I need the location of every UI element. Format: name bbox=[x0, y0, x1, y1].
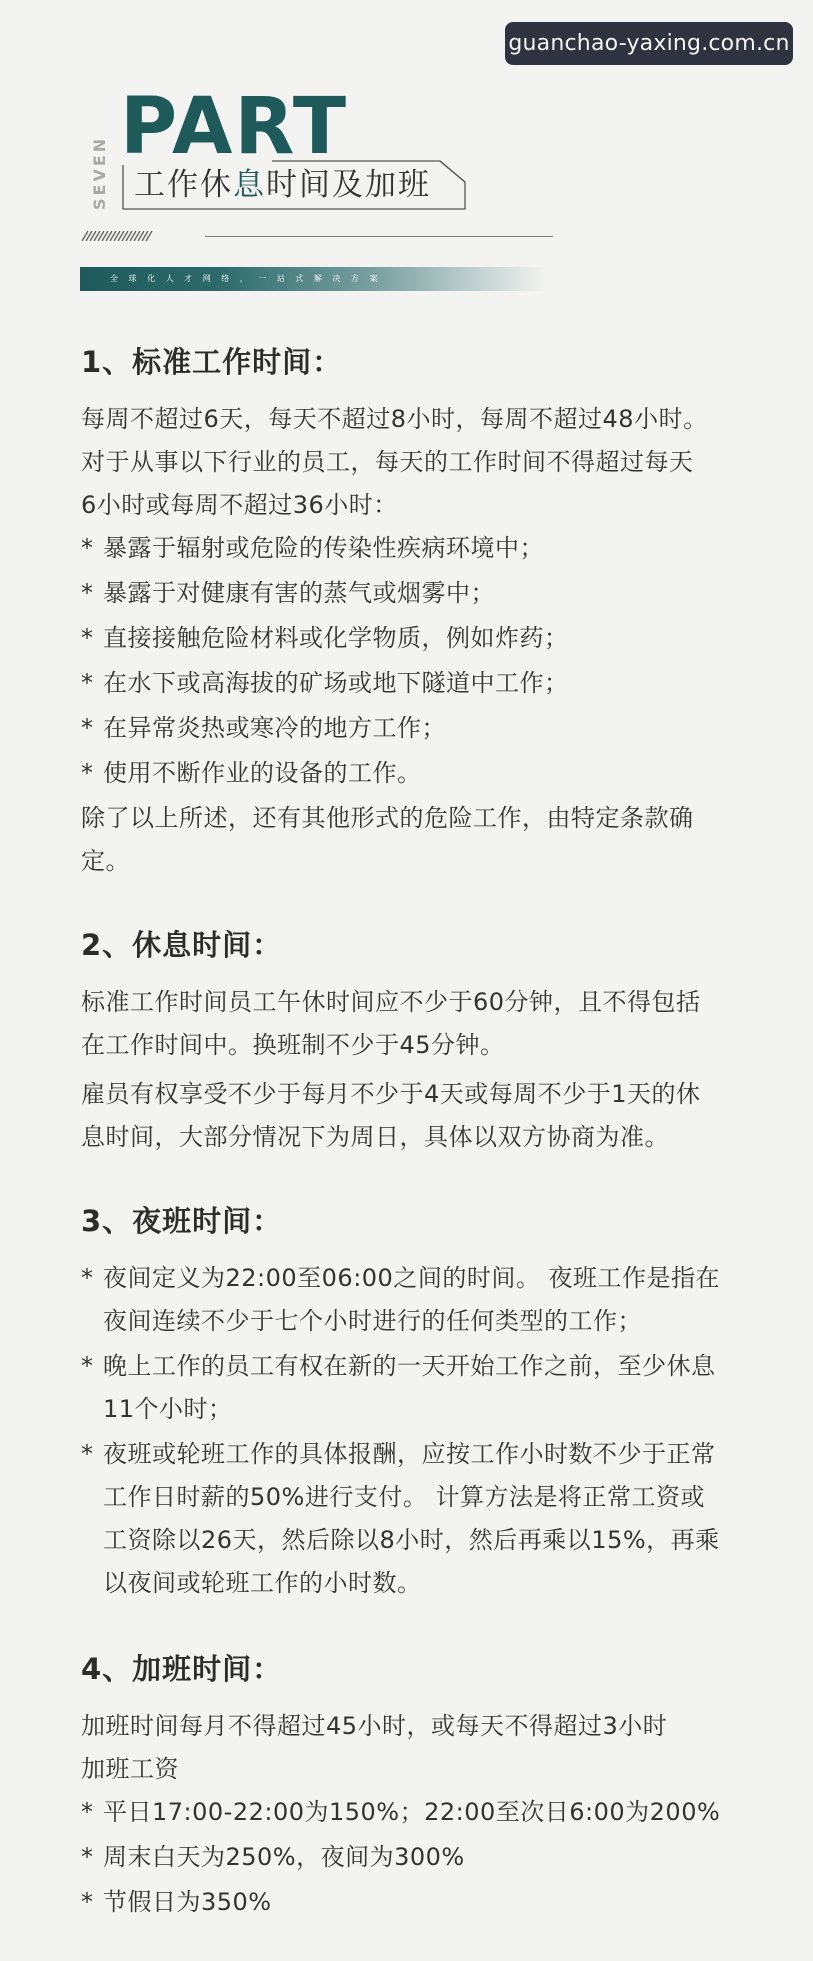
section-night-shift bbox=[81, 1199, 781, 1605]
paragraph-line: 除了以上所述，还有其他形式的危险工作，由特定条款确 bbox=[81, 804, 694, 832]
paragraph-line: 每周不超过6天，每天不超过8小时，每周不超过48小时。 bbox=[81, 405, 708, 433]
paragraph-line: 息时间，大部分情况下为周日，具体以双方协商为准。 bbox=[81, 1123, 669, 1151]
section-rest-time bbox=[81, 923, 781, 1159]
section-title: 1、标准工作时间： bbox=[81, 345, 343, 379]
main-content bbox=[81, 340, 781, 1926]
header-gradient-bar bbox=[80, 267, 546, 291]
paragraph-line: 加班时间每月不得超过45小时，或每天不得超过3小时 bbox=[81, 1712, 668, 1740]
paragraph-line: 6小时或每周不超过36小时： bbox=[81, 491, 398, 519]
list-item: * 直接接触危险材料或化学物质，例如炸药； bbox=[81, 624, 569, 652]
subtitle-part-a: 工作休 bbox=[134, 167, 233, 203]
list-item: * 周末白天为250%，夜间为300% bbox=[81, 1843, 465, 1871]
subtitle-accent: 息 bbox=[233, 167, 266, 203]
part-heading: PART bbox=[120, 82, 349, 172]
list-item: * 节假日为350% bbox=[81, 1888, 272, 1916]
section-title: 3、夜班时间： bbox=[81, 1204, 283, 1238]
list-item: * 夜班或轮班工作的具体报酬，应按工作小时数不少于正常 工作日时薪的50%进行支付。 计算方法是将正常工资或 工资除以26天，然后除以8小时，然后再乘以15%，再乘 以夜间或轮班工作的小时数。 bbox=[81, 1440, 720, 1597]
header-gradient-text: 全 球 化 人 才 网 络 ， 一 站 式 解 决 方 案 bbox=[110, 274, 382, 283]
subtitle-part-b: 时间及加班 bbox=[266, 167, 431, 203]
list-item: * 暴露于对健康有害的蒸气或烟雾中； bbox=[81, 579, 495, 607]
section-overtime bbox=[81, 1647, 781, 1924]
list-item: * 平日17:00-22:00为150%；22:00至次日6:00为200% bbox=[81, 1798, 721, 1826]
list-item: * 使用不断作业的设备的工作。 bbox=[81, 759, 422, 787]
diagonal-stripes-decoration bbox=[80, 230, 154, 242]
vertical-seven-label: SEVEN bbox=[90, 135, 109, 211]
subtitle-frame bbox=[122, 160, 466, 210]
section-title: 2、休息时间： bbox=[81, 928, 283, 962]
paragraph-line: 加班工资 bbox=[81, 1755, 179, 1783]
paragraph-line: 雇员有权享受不少于每月不少于4天或每周不少于1天的休 bbox=[81, 1080, 701, 1108]
watermark-badge: guanchao-yaxing.com.cn bbox=[505, 22, 793, 65]
header-rule bbox=[205, 236, 553, 237]
list-item: * 晚上工作的员工有权在新的一天开始工作之前，至少休息 11个小时； bbox=[81, 1352, 716, 1423]
list-item: * 在异常炎热或寒冷的地方工作； bbox=[81, 714, 446, 742]
list-item: * 暴露于辐射或危险的传染性疾病环境中； bbox=[81, 534, 544, 562]
section-standard-hours bbox=[81, 340, 781, 883]
section-title: 4、加班时间： bbox=[81, 1652, 283, 1686]
paragraph-line: 对于从事以下行业的员工，每天的工作时间不得超过每天 bbox=[81, 448, 694, 476]
paragraph-line: 定。 bbox=[81, 847, 130, 875]
list-item: * 夜间定义为22:00至06:00之间的时间。 夜班工作是指在 夜间连续不少于七个小时进行的任何类型的工作； bbox=[81, 1264, 720, 1335]
list-item: * 在水下或高海拔的矿场或地下隧道中工作； bbox=[81, 669, 569, 697]
paragraph-line: 标准工作时间员工午休时间应不少于60分钟，且不得包括 bbox=[81, 988, 701, 1016]
subtitle-text bbox=[134, 167, 431, 203]
paragraph-line: 在工作时间中。换班制不少于45分钟。 bbox=[81, 1031, 505, 1059]
